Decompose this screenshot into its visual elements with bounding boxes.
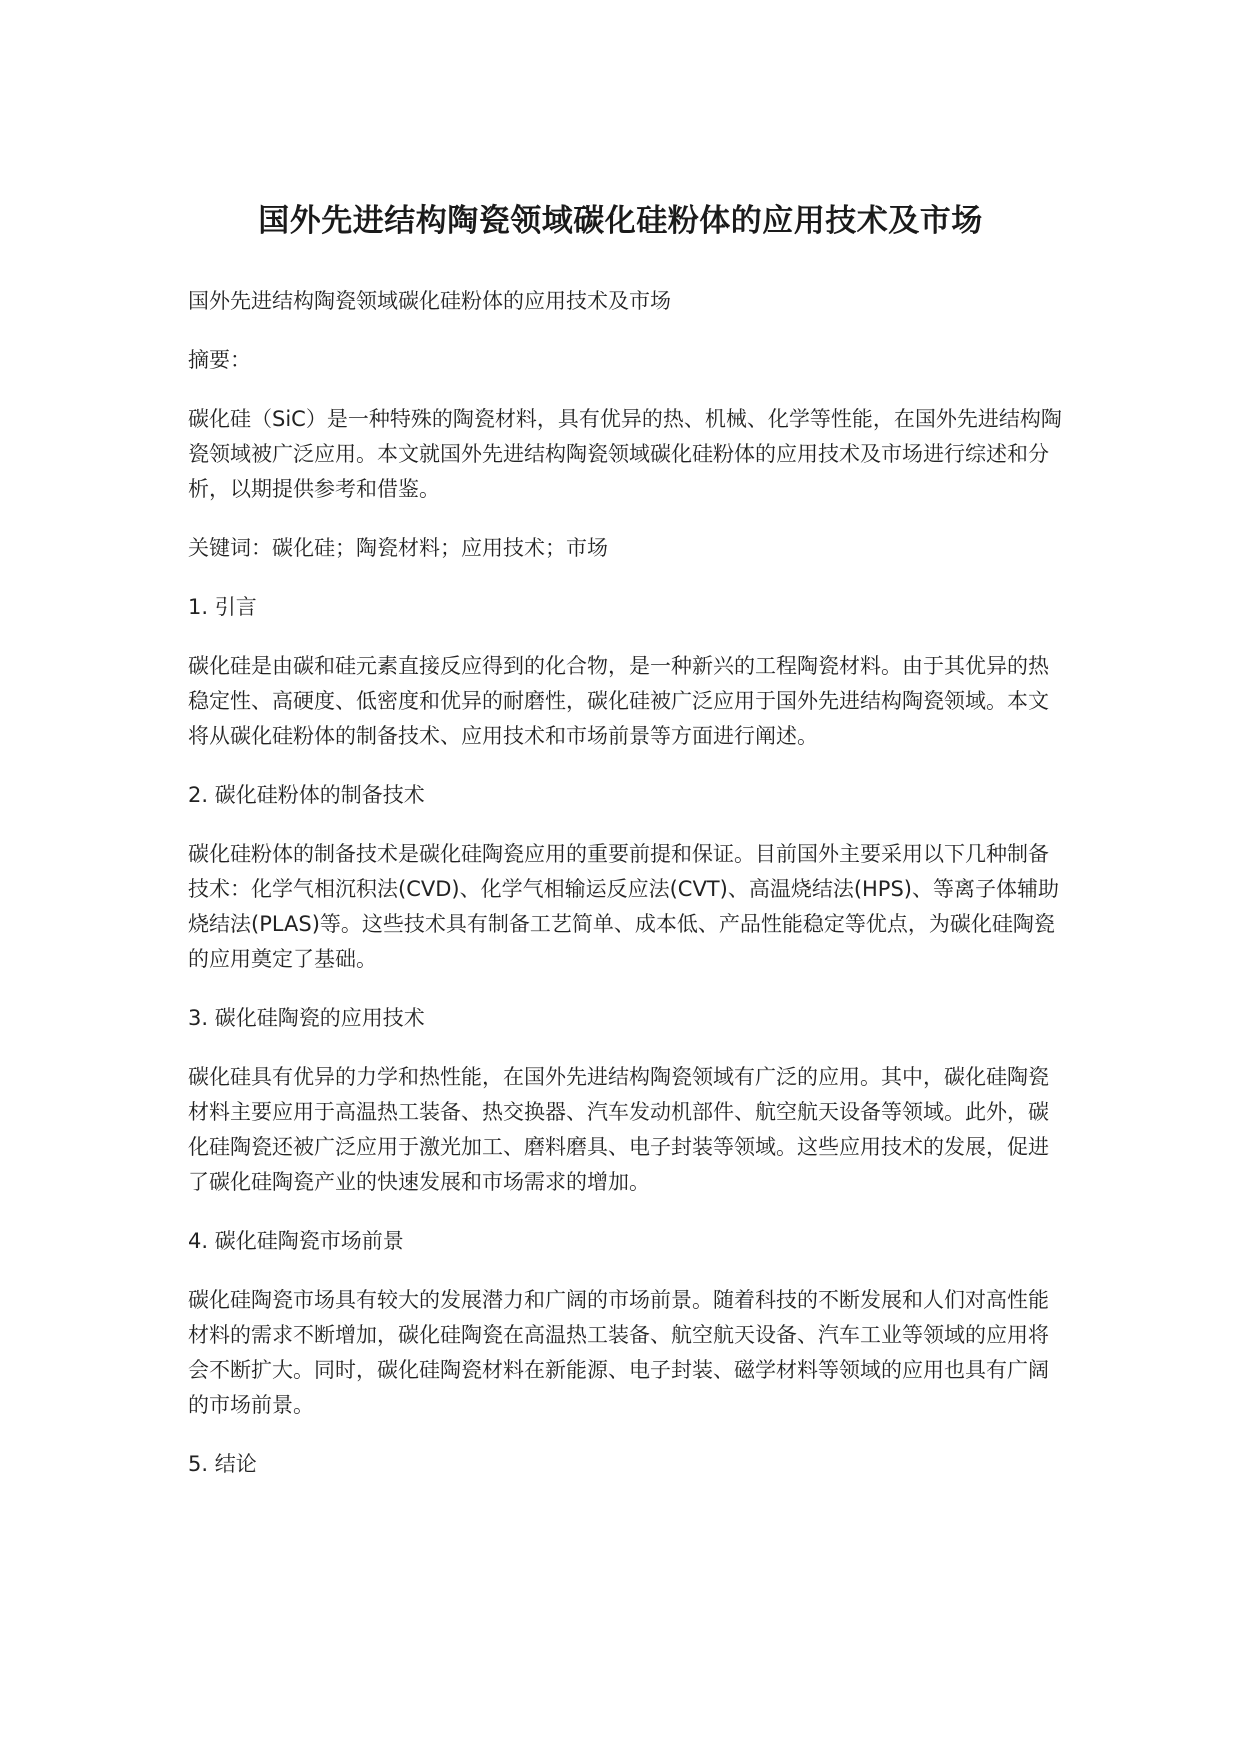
abstract-heading: 摘要：	[188, 348, 251, 372]
page-title: 国外先进结构陶瓷领域碳化硅粉体的应用技术及市场	[258, 202, 983, 239]
section-heading-conclusion: 5. 结论	[188, 1452, 257, 1476]
section-heading-application: 3. 碳化硅陶瓷的应用技术	[188, 1006, 425, 1030]
introduction-paragraph: 碳化硅是由碳和硅元素直接反应得到的化合物，是一种新兴的工程陶瓷材料。由于其优异的热稳定性、高硬度、低密度和优异的耐磨性，碳化硅被广泛应用于国外先进结构陶瓷领域。本文将从碳化硅粉体的制备技术、应用技术和市场前景等方面进行阐述。	[188, 654, 1049, 748]
section-heading-preparation: 2. 碳化硅粉体的制备技术	[188, 783, 425, 807]
abstract-paragraph: 碳化硅（SiC）是一种特殊的陶瓷材料，具有优异的热、机械、化学等性能，在国外先进结构陶瓷领域被广泛应用。本文就国外先进结构陶瓷领域碳化硅粉体的应用技术及市场进行综述和分析，以期提供参考和借鉴。	[188, 407, 1062, 501]
subtitle-line: 国外先进结构陶瓷领域碳化硅粉体的应用技术及市场	[188, 289, 671, 313]
keywords-line: 关键词：碳化硅；陶瓷材料；应用技术；市场	[188, 536, 608, 560]
application-paragraph: 碳化硅具有优异的力学和热性能，在国外先进结构陶瓷领域有广泛的应用。其中，碳化硅陶瓷材料主要应用于高温热工装备、热交换器、汽车发动机部件、航空航天设备等领域。此外，碳化硅陶瓷还被广泛应用于激光加工、磨料磨具、电子封装等领域。这些应用技术的发展，促进了碳化硅陶瓷产业的快速发展和市场需求的增加。	[188, 1065, 1049, 1194]
preparation-paragraph: 碳化硅粉体的制备技术是碳化硅陶瓷应用的重要前提和保证。目前国外主要采用以下几种制备技术：化学气相沉积法(CVD)、化学气相输运反应法(CVT)、高温烧结法(HPS)、等离子体辅助烧结法(PLAS)等。这些技术具有制备工艺简单、成本低、产品性能稳定等优点，为碳化硅陶瓷的应用奠定了基础。	[188, 842, 1059, 971]
market-paragraph: 碳化硅陶瓷市场具有较大的发展潜力和广阔的市场前景。随着科技的不断发展和人们对高性能材料的需求不断增加，碳化硅陶瓷在高温热工装备、航空航天设备、汽车工业等领域的应用将会不断扩大。同时，碳化硅陶瓷材料在新能源、电子封装、磁学材料等领域的应用也具有广阔的市场前景。	[188, 1288, 1049, 1417]
section-heading-market: 4. 碳化硅陶瓷市场前景	[188, 1229, 404, 1253]
section-heading-introduction: 1. 引言	[188, 595, 257, 619]
document-body	[188, 284, 1068, 1506]
